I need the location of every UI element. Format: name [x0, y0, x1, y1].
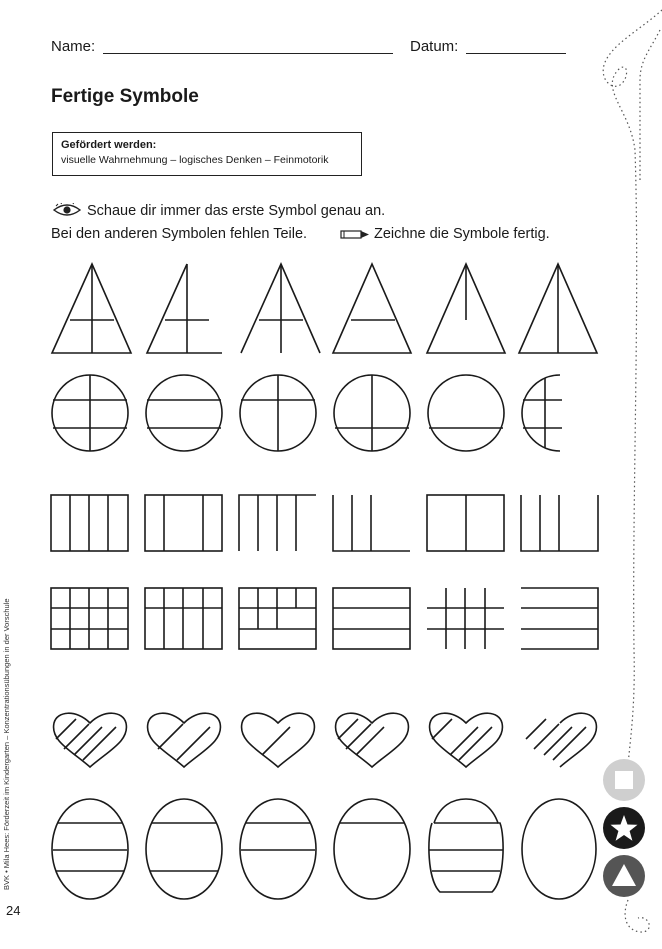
triangle-task-5[interactable]	[519, 264, 597, 353]
grid-task-2[interactable]	[239, 588, 316, 649]
instruction-line-2b: Zeichne die Symbole fertig.	[374, 226, 550, 242]
heart-task-4[interactable]	[430, 713, 503, 767]
circle-task-5[interactable]	[522, 375, 562, 451]
triangle-task-3[interactable]	[333, 264, 411, 353]
bars-task-5[interactable]	[521, 495, 598, 551]
focus-skills: visuelle Wahrnehmung – logisches Denken – Feinmotorik	[61, 154, 329, 166]
egg-task-2[interactable]	[240, 799, 316, 899]
egg-task-5[interactable]	[522, 799, 596, 899]
bars-model	[51, 495, 128, 551]
triangle-row	[52, 264, 597, 353]
page-number: 24	[6, 903, 21, 918]
grid-row	[51, 588, 598, 649]
bars-task-1[interactable]	[145, 495, 222, 551]
square-badge-icon	[602, 758, 646, 802]
instruction-line-1: Schaue dir immer das erste Symbol genau an.	[87, 203, 386, 219]
grid-task-1[interactable]	[145, 588, 222, 649]
circle-task-3[interactable]	[334, 375, 410, 451]
star-badge-icon	[602, 806, 646, 850]
heart-task-2[interactable]	[242, 713, 315, 767]
heart-row	[54, 713, 597, 767]
circle-row	[52, 375, 562, 451]
egg-task-1[interactable]	[146, 799, 222, 899]
triangle-task-2[interactable]	[241, 264, 320, 353]
circle-task-4[interactable]	[428, 375, 504, 451]
grid-task-3[interactable]	[333, 588, 410, 649]
triangle-model	[52, 264, 131, 353]
side-note: BVK • Mila Hees: Förderzeit im Kindergarten – Konzentrationsübungen in der Vorschule	[2, 598, 11, 890]
triangle-task-4[interactable]	[427, 264, 505, 353]
grid-task-5[interactable]	[521, 588, 598, 649]
bars-task-4[interactable]	[427, 495, 504, 551]
egg-task-4[interactable]	[429, 799, 503, 892]
heart-task-5[interactable]	[526, 713, 596, 767]
egg-task-3[interactable]	[334, 799, 410, 899]
heart-task-3[interactable]	[336, 713, 409, 767]
bars-task-2[interactable]	[239, 495, 316, 551]
triangle-task-1[interactable]	[147, 264, 222, 353]
name-label: Name:	[51, 38, 96, 55]
bars-row	[51, 495, 598, 551]
grid-task-4[interactable]	[427, 588, 504, 649]
circle-task-2[interactable]	[240, 375, 316, 451]
heart-task-1[interactable]	[148, 713, 221, 767]
grid-model	[51, 588, 128, 649]
circle-task-1[interactable]	[146, 375, 222, 451]
bars-task-3[interactable]	[333, 495, 410, 551]
triangle-badge-icon	[602, 854, 646, 898]
date-label: Datum:	[410, 38, 459, 55]
egg-model	[52, 799, 128, 899]
page-title: Fertige Symbole	[51, 86, 199, 107]
egg-row	[52, 799, 596, 899]
focus-heading: Gefördert werden:	[61, 139, 157, 151]
circle-model	[52, 375, 128, 451]
instruction-line-2a: Bei den anderen Symbolen fehlen Teile.	[51, 226, 308, 242]
heart-model	[54, 713, 127, 767]
